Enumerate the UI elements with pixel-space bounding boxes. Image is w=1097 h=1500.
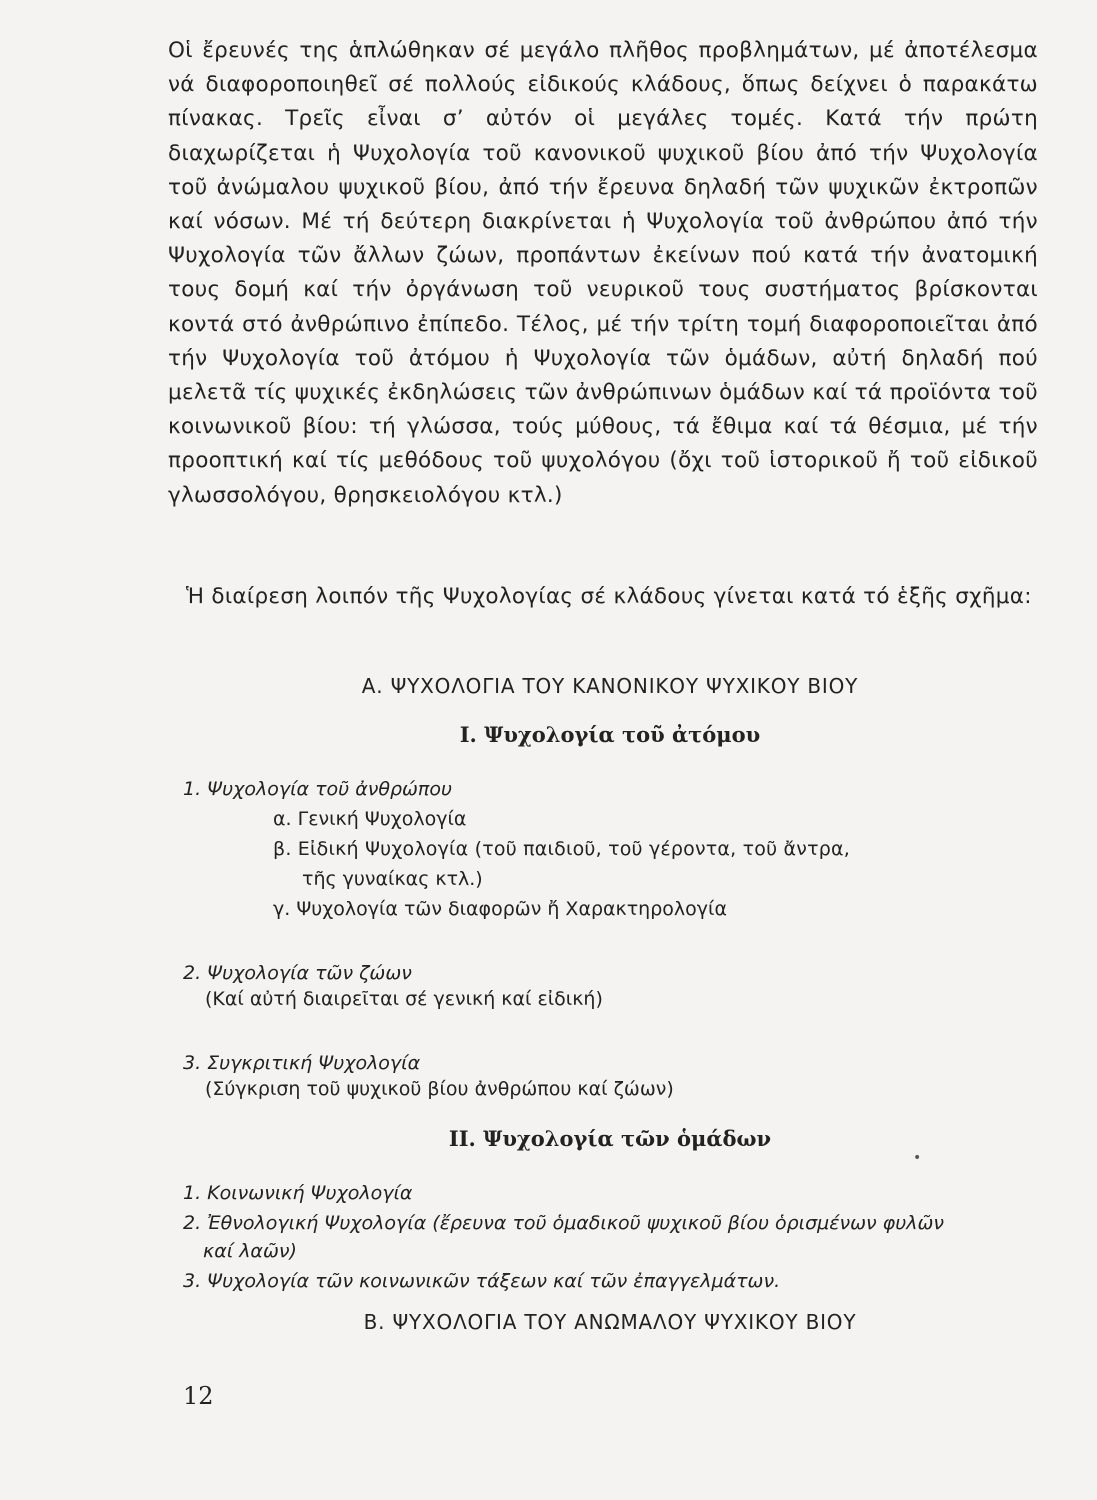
part-1-title: Ι. Ψυχολογία τοῦ ἀτόμου — [459, 722, 761, 747]
part-2-item-2: 2. Ἐθνολογική Ψυχολογία (ἔρευνα τοῦ ὁμαδικοῦ ψυχικοῦ βίου ὁρισμένων φυλῶν — [183, 1212, 944, 1234]
part-1-item-1b: β. Εἰδική Ψυχολογία (τοῦ παιδιοῦ, τοῦ γέροντα, τοῦ ἄντρα, — [273, 838, 850, 860]
part-1-item-3: 3. Συγκριτική Ψυχολογία — [183, 1052, 421, 1074]
part-1-item-3-note: (Σύγκριση τοῦ ψυχικοῦ βίου ἀνθρώπου καί ζώων) — [205, 1078, 674, 1100]
part-2-item-1: 1. Κοινωνική Ψυχολογία — [183, 1182, 413, 1204]
scheme-intro-paragraph: Ἡ διαίρεση λοιπόν τῆς Ψυχολογίας σέ κλάδους γίνεται κατά τό ἑξῆς σχῆμα: — [186, 584, 1032, 609]
part-1-item-2: 2. Ψυχολογία τῶν ζώων — [183, 962, 412, 984]
part-1-item-1b-cont: τῆς γυναίκας κτλ.) — [302, 868, 483, 890]
part-2-item-3: 3. Ψυχολογία τῶν κοινωνικῶν τάξεων καί τῶν ἐπαγγελμάτων. — [183, 1270, 781, 1292]
part-2-title: ΙΙ. Ψυχολογία τῶν ὁμάδων — [448, 1126, 772, 1151]
part-1-item-1: 1. Ψυχολογία τοῦ ἀνθρώπου — [183, 778, 452, 800]
section-a-heading: Α. ΨΥΧΟΛΟΓΙΑ ΤΟΥ ΚΑΝΟΝΙΚΟΥ ΨΥΧΙΚΟΥ ΒΙΟΥ — [361, 674, 859, 698]
page-number: 12 — [183, 1382, 214, 1410]
part-2-item-2-cont: καί λαῶν) — [203, 1240, 297, 1262]
stray-mark: • — [913, 1150, 922, 1166]
part-1-item-2-note: (Καί αὐτή διαιρεῖται σέ γενική καί εἰδική) — [205, 988, 603, 1010]
section-b-heading: Β. ΨΥΧΟΛΟΓΙΑ ΤΟΥ ΑΝΩΜΑΛΟΥ ΨΥΧΙΚΟΥ ΒΙΟΥ — [363, 1310, 857, 1334]
part-1-item-1a: α. Γενική Ψυχολογία — [273, 808, 467, 830]
intro-paragraph: Οἱ ἔρευνές της ἁπλώθηκαν σέ μεγάλο πλῆθος προβλημάτων, μέ ἀποτέλεσμα νά διαφοροποιηθεῖ σέ πολλούς εἰδικούς κλάδους, ὅπως δείχνει ὁ παρακάτω πίνακας. Τρεῖς εἶναι σ’ αὐτόν οἱ μεγάλες τομές. Κατά τήν πρώτη διαχωρίζεται ἡ Ψυχολογία τοῦ κανονικοῦ ψυχικοῦ βίου ἀπό τήν Ψυχολογία τοῦ ἀνώμαλου ψυχικοῦ βίου, ἀπό τήν ἔρευνα δηλαδή τῶν ψυχικῶν ἐκτροπῶν καί νόσων. Μέ τή δεύτερη διακρίνεται ἡ Ψυχολογία τοῦ ἀνθρώπου ἀπό τήν Ψυχολογία τῶν ἄλλων ζώων, προπάντων ἐκείνων πού κατά τήν ἀνατομική τους δομή καί τήν ὀργάνωση τοῦ νευρικοῦ τους συστήματος βρίσκονται κοντά στό ἀνθρώπινο ἐπίπεδο. Τέλος, μέ τήν τρίτη τομή διαφοροποιεῖται ἀπό τήν Ψυχολογία τοῦ ἀτόμου ἡ Ψυχολογία τῶν ὁμάδων, αὐτή δηλαδή πού μελετᾶ τίς ψυχικές ἐκδηλώσεις τῶν ἀνθρώπινων ὁμάδων καί τά προϊόντα τοῦ κοινωνικοῦ βίου: τή γλώσσα, τούς μύθους, τά ἔθιμα καί τά θέσμια, μέ τήν προοπτική καί τίς μεθόδους τοῦ ψυχολόγου (ὄχι τοῦ ἱστορικοῦ ἤ τοῦ εἰδικοῦ γλωσσολόγου, θρησκειολόγου κτλ.) — [168, 38, 1038, 508]
part-1-item-1c: γ. Ψυχολογία τῶν διαφορῶν ἤ Χαρακτηρολογία — [273, 898, 727, 920]
